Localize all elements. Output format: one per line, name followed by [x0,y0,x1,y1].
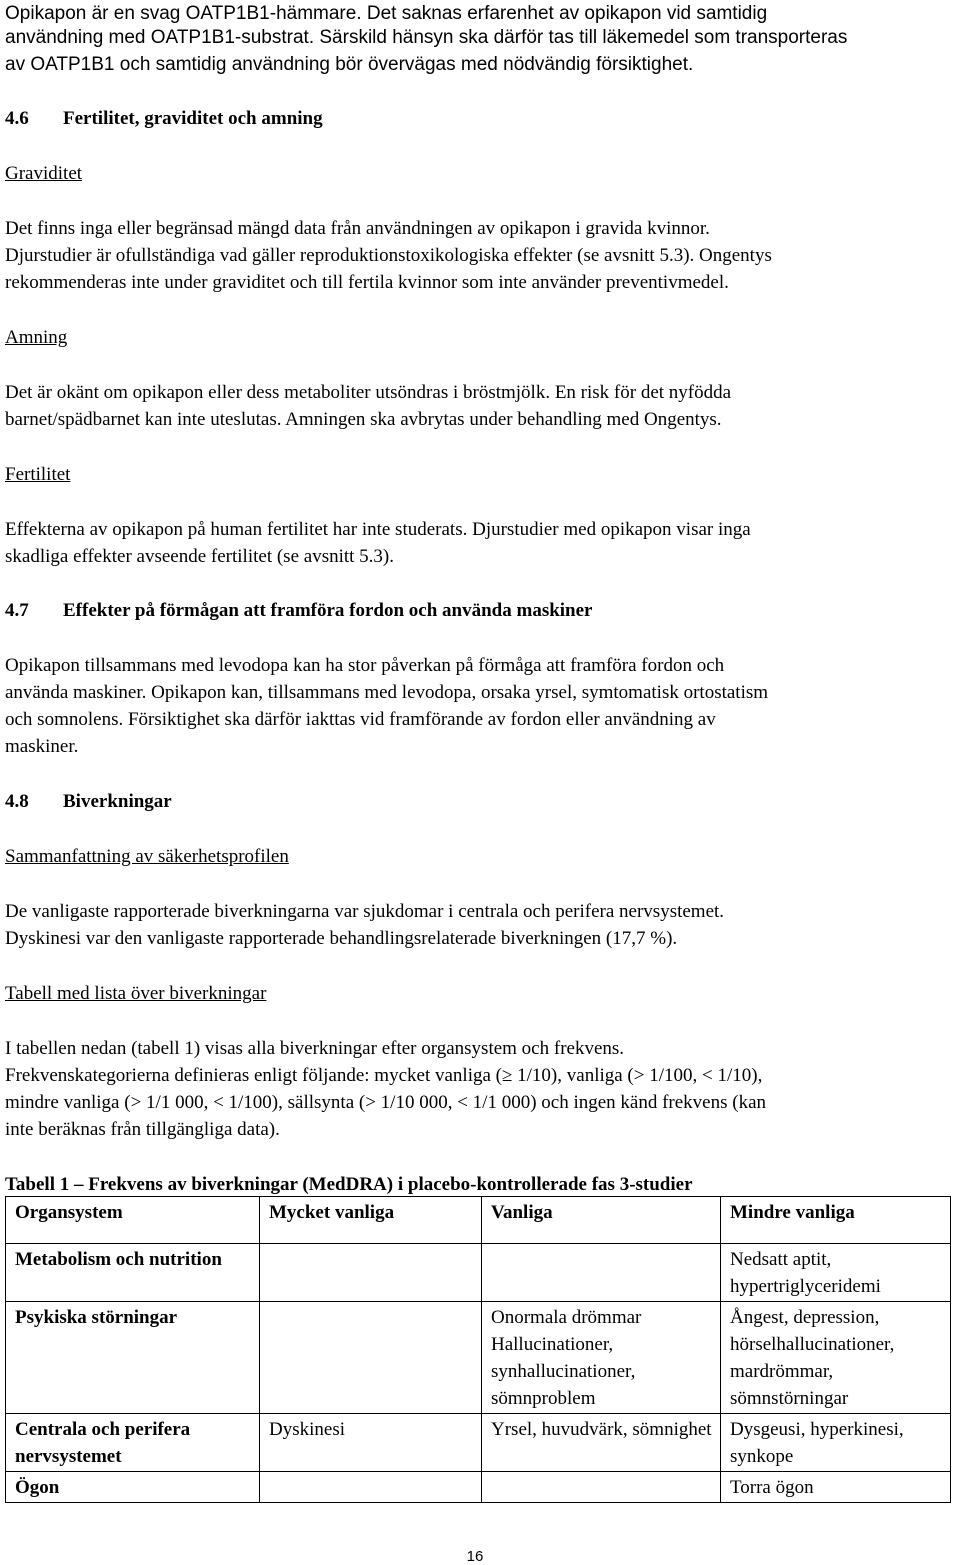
section-number: 4.6 [5,108,29,129]
organ-system-cell: Centrala och perifera nervsystemet [6,1414,260,1472]
common-cell [482,1472,721,1503]
summary-line-2: Dyskinesi var den vanligaste rapporterade behandlingsrelaterade biverkningen (17,7 %). [5,928,678,949]
intro-line-2: användning med OATP1B1-substrat. Särskild hänsyn ska därför tas till läkemedel som transporteras [5,27,848,48]
amning-heading: Amning [5,327,68,348]
fertilitet-line-1: Effekterna av opikapon på human fertilitet har inte studerats. Djurstudier med opikapon visar inga [5,519,751,540]
graviditet-line-2: Djurstudier är ofullständiga vad gäller reproduktionstoxikologiska effekter (se avsnitt 5.3). Ongentys [5,245,772,266]
graviditet-line-3: rekommenderas inte under graviditet och till fertila kvinnor som inte använder preventivmedel. [5,272,729,293]
column-header: Vanliga [482,1197,721,1244]
section-4-6-heading [5,105,323,132]
intro-line-3: av OATP1B1 och samtidig användning bör övervägas med nödvändig försiktighet. [5,54,694,75]
uncommon-cell: Dysgeusi, hyperkinesi, synkope [721,1414,951,1472]
s47-line-1: Opikapon tillsammans med levodopa kan ha stor påverkan på förmåga att framföra fordon och [5,655,725,676]
section-title: Fertilitet, graviditet och amning [63,108,323,129]
section-4-7-heading [5,597,593,624]
column-header: Mindre vanliga [721,1197,951,1244]
intro-line-1: Opikapon är en svag OATP1B1-hämmare. Det saknas erfarenhet av opikapon vid samtidig [5,3,768,24]
uncommon-cell: Ångest, depression, hörselhallucinationer, mardrömmar, sömnstörningar [721,1302,951,1414]
graviditet-line-1: Det finns inga eller begränsad mängd data från användningen av opikapon i gravida kvinnor. [5,218,710,239]
common-cell [482,1244,721,1302]
fertilitet-line-2: skadliga effekter avseende fertilitet (se avsnitt 5.3). [5,546,394,567]
graviditet-heading: Graviditet [5,163,83,184]
organ-system-cell: Ögon [6,1472,260,1503]
organ-system-cell: Psykiska störningar [6,1302,260,1414]
amning-line-1: Det är okänt om opikapon eller dess metaboliter utsöndras i bröstmjölk. En risk för det nyfödda [5,382,732,403]
list-heading: Tabell med lista över biverkningar [5,983,267,1004]
section-number: 4.7 [5,600,29,621]
list-line-2: Frekvenskategorierna definieras enligt följande: mycket vanliga (≥ 1/10), vanliga (> 1/100, < 1/10), [5,1065,763,1086]
amning-line-2: barnet/spädbarnet kan inte uteslutas. Amningen ska avbrytas under behandling med Ongentys. [5,409,722,430]
s47-line-3: och somnolens. Försiktighet ska därför iakttas vid framförande av fordon eller användning av [5,709,716,730]
table-row [6,1472,951,1503]
s47-line-2: använda maskiner. Opikapon kan, tillsammans med levodopa, orsaka yrsel, symtomatisk ortostatism [5,682,769,703]
common-cell: Yrsel, huvudvärk, sömnighet [482,1414,721,1472]
uncommon-cell: Torra ögon [721,1472,951,1503]
fertilitet-heading: Fertilitet [5,464,71,485]
adverse-reactions-table [5,1196,951,1503]
very-common-cell: Dyskinesi [260,1414,482,1472]
organ-system-cell: Metabolism och nutrition [6,1244,260,1302]
uncommon-cell: Nedsatt aptit, hypertriglyceridemi [721,1244,951,1302]
section-4-8-heading [5,788,172,815]
list-line-4: inte beräknas från tillgängliga data). [5,1119,280,1140]
very-common-cell [260,1302,482,1414]
very-common-cell [260,1472,482,1503]
section-title: Effekter på förmågan att framföra fordon och använda maskiner [63,600,593,621]
list-line-3: mindre vanliga (> 1/1 000, < 1/100), sällsynta (> 1/10 000, < 1/1 000) och ingen känd frekvens (kan [5,1092,767,1113]
table-row [6,1414,951,1472]
column-header: Mycket vanliga [260,1197,482,1244]
s47-line-4: maskiner. [5,736,79,757]
very-common-cell [260,1244,482,1302]
table-header-row [6,1197,951,1244]
summary-line-1: De vanligaste rapporterade biverkningarna var sjukdomar i centrala och perifera nervsystemet. [5,901,725,922]
table-row [6,1302,951,1414]
section-number: 4.8 [5,791,29,812]
common-cell: Onormala drömmar Hallucinationer, synhallucinationer, sömnproblem [482,1302,721,1414]
table-row [6,1244,951,1302]
section-title: Biverkningar [63,791,172,812]
summary-heading: Sammanfattning av säkerhetsprofilen [5,846,289,867]
table-caption: Tabell 1 – Frekvens av biverkningar (MedDRA) i placebo-kontrollerade fas 3-studier [5,1174,693,1195]
list-line-1: I tabellen nedan (tabell 1) visas alla biverkningar efter organsystem och frekvens. [5,1038,625,1059]
page-number: 16 [466,1548,484,1565]
column-header: Organsystem [6,1197,260,1244]
